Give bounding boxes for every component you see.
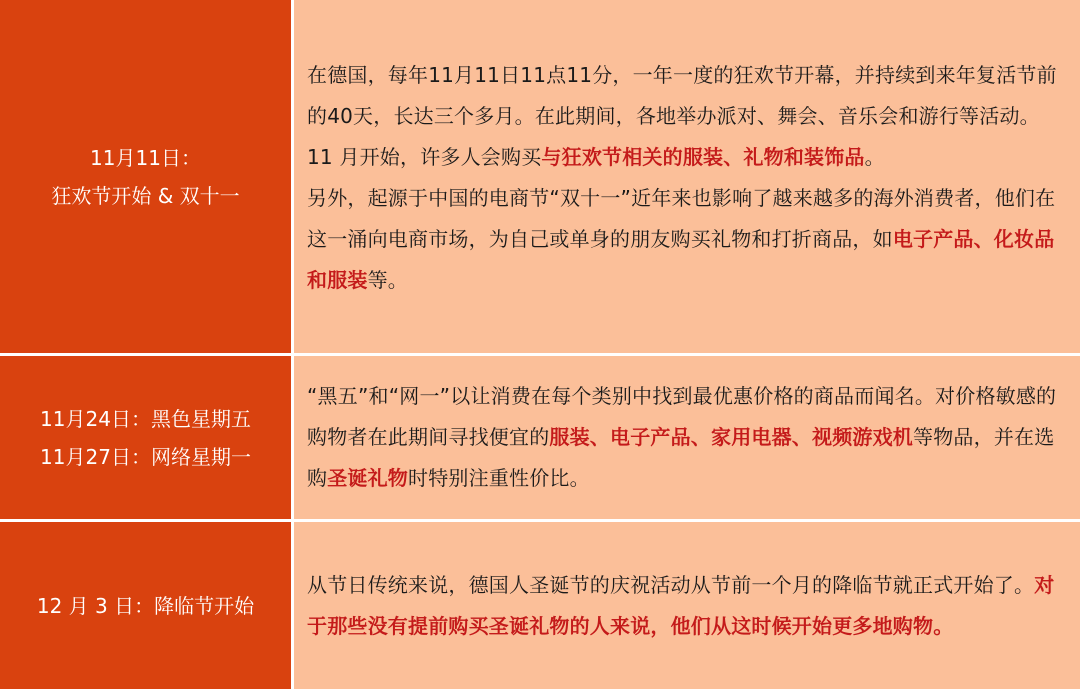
- highlighted-text: 电子产品、化妆品和服装: [307, 226, 1055, 292]
- date-cell: [0, 0, 291, 353]
- highlighted-text: 服装、电子产品、家用电器、视频游戏机: [549, 425, 914, 449]
- highlighted-text: 与狂欢节相关的服装、礼物和装饰品: [541, 144, 865, 169]
- text-segment: 在德国，每年11月11日11点11分，一年一度的狂欢节开幕，并持续到来年复活节前的40天，长达三个多月。在此期间，各地举办派对、舞会、音乐会和游行等活动。11 月开始，许多人会购买: [307, 62, 1057, 169]
- text-segment: 等物品，并在选购: [307, 425, 1055, 490]
- description-cell: [294, 0, 1080, 353]
- description-paragraph: [307, 55, 1060, 178]
- text-segment: 时特别注重性价比。: [408, 466, 590, 490]
- date-line: 11月24日：黑色星期五: [40, 406, 251, 431]
- date-cell: [0, 356, 291, 519]
- description-paragraph: [307, 376, 1060, 499]
- description-cell: [294, 356, 1080, 519]
- table-row: [0, 522, 1080, 689]
- date-line: 狂欢节开始 & 双十一: [51, 183, 240, 208]
- description-paragraph: [307, 565, 1060, 647]
- description-paragraph: [307, 178, 1060, 301]
- date-line: 11月27日：网络星期一: [40, 444, 251, 469]
- highlighted-text: 对于那些没有提前购买圣诞礼物的人来说，他们从这时候开始更多地购物。: [307, 572, 1055, 638]
- text-segment: 等。: [367, 267, 409, 292]
- text-segment: “黑五”和“网一”以让消费在每个类别中找到最优惠价格的商品而闻名。对价格敏感的购物者在此期间寻找便宜的: [307, 384, 1057, 449]
- text-segment: 。: [864, 144, 885, 169]
- date-line: 11月11日：: [90, 145, 201, 170]
- table-row: [0, 356, 1080, 519]
- text-segment: 从节日传统来说，德国人圣诞节的庆祝活动从节前一个月的降临节就正式开始了。: [307, 572, 1035, 597]
- date-cell: [0, 522, 291, 689]
- description-cell: [294, 522, 1080, 689]
- highlighted-text: 圣诞礼物: [327, 466, 409, 490]
- text-segment: 另外，起源于中国的电商节“双十一”近年来也影响了越来越多的海外消费者，他们在这一涌向电商市场，为自己或单身的朋友购买礼物和打折商品，如: [307, 185, 1056, 251]
- date-line: 12 月 3 日：降临节开始: [36, 593, 255, 618]
